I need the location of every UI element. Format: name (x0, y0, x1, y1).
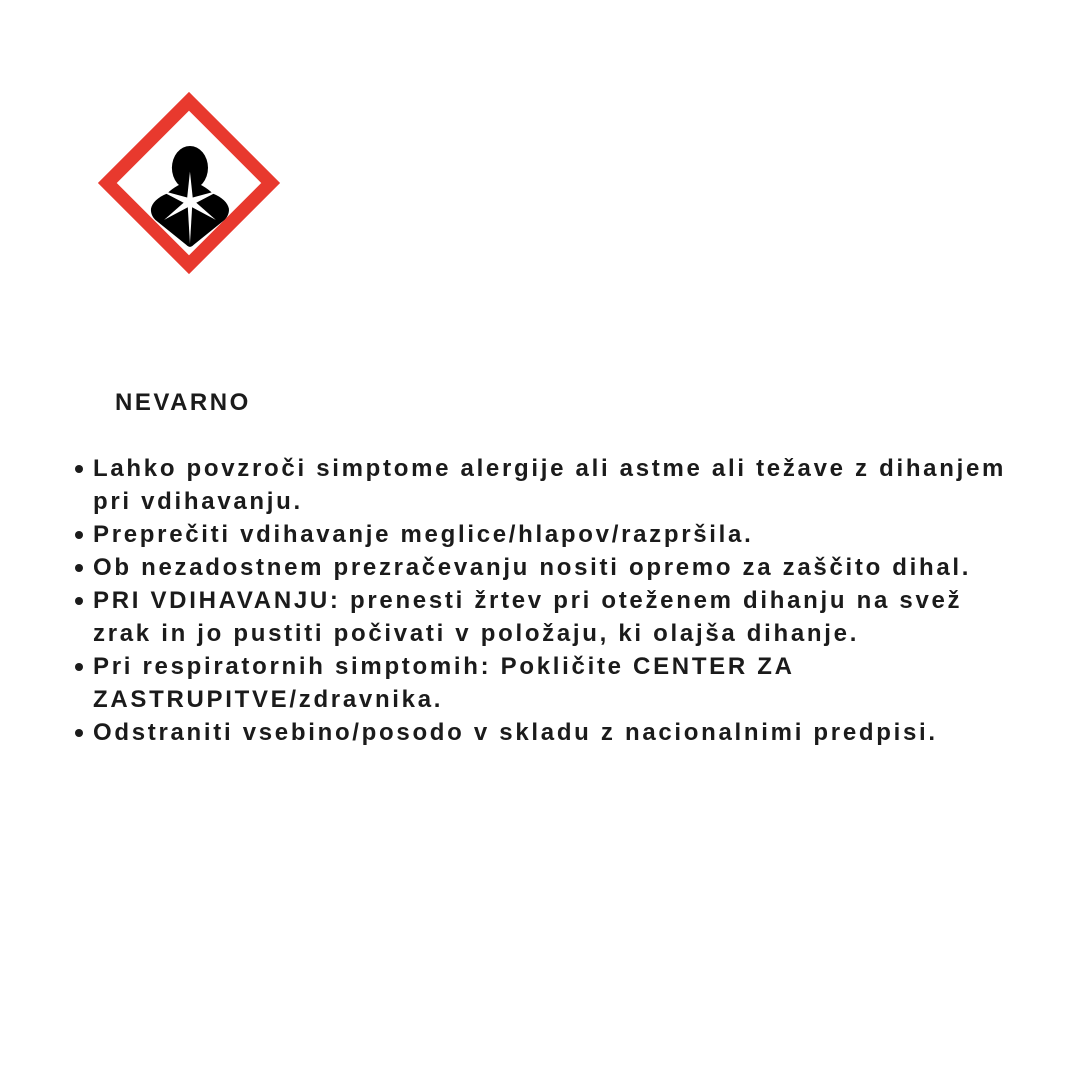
statement-list (68, 452, 1023, 749)
statement-item (68, 518, 1023, 551)
bullet-dot (75, 531, 83, 539)
statement-item (68, 716, 1023, 749)
statement-text: Pri respiratornih simptomih: Pokličite CENTER ZA ZASTRUPITVE/zdravnika. (93, 653, 794, 713)
statement-text: Lahko povzroči simptome alergije ali astme ali težave z dihanjem pri vdihavanju. (93, 455, 1007, 515)
statement-text: Ob nezadostnem prezračevanju nositi opremo za zaščito dihal. (93, 554, 972, 581)
statement-item (68, 584, 1023, 650)
statement-text: PRI VDIHAVANJU: prenesti žrtev pri oteženem dihanju na svež zrak in jo pustiti počivati v položaju, ki olajša dihanje. (93, 587, 963, 647)
bullet-dot (75, 597, 83, 605)
bullet-dot (75, 564, 83, 572)
statement-item (68, 650, 1023, 716)
statement-text: Preprečiti vdihavanje meglice/hlapov/razpršila. (93, 521, 754, 548)
bullet-dot (75, 729, 83, 737)
statement-item (68, 551, 1023, 584)
bullet-dot (75, 465, 83, 473)
statement-text: Odstraniti vsebino/posodo v skladu z nacionalnimi predpisi. (93, 719, 938, 746)
ghs08-health-hazard-icon (94, 88, 284, 278)
statement-item (68, 452, 1023, 518)
signal-word: NEVARNO (115, 389, 251, 416)
bullet-dot (75, 663, 83, 671)
